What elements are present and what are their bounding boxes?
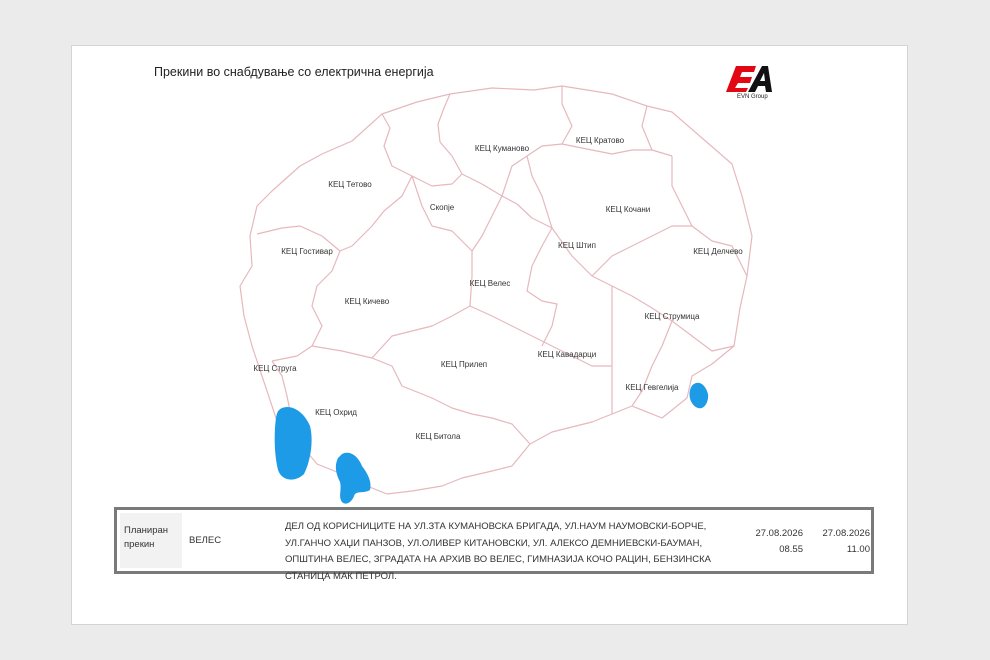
region-label-kochani: КЕЦ Кочани — [605, 205, 651, 214]
outage-end-cell — [820, 526, 870, 558]
region-label-kumanovo: КЕЦ Куманово — [474, 144, 530, 153]
region-label-ohrid: КЕЦ Охрид — [315, 408, 357, 417]
outage-start-date: 27.08.2026 — [755, 528, 803, 539]
outage-start-time: 08.55 — [779, 544, 803, 555]
outage-end-date: 27.08.2026 — [822, 528, 870, 539]
region-label-shtip: КЕЦ Штип — [558, 241, 596, 250]
region-label-gevgelija: КЕЦ Гевгелија — [625, 383, 679, 392]
region-label-kavadarci: КЕЦ Кавадарци — [537, 350, 597, 359]
outage-end-time: 11.00 — [846, 544, 870, 555]
page-title: Прекини во снабдување со електрична енергија — [154, 65, 434, 79]
region-label-delchevo: КЕЦ Делчево — [693, 247, 743, 256]
region-label-prilep: КЕЦ Прилеп — [440, 360, 488, 369]
region-label-skopje: Скопје — [429, 203, 455, 212]
region-label-strumica: КЕЦ Струмица — [644, 312, 700, 321]
evn-group-text: EVN Group — [737, 94, 768, 100]
region-label-gostivar: КЕЦ Гостивар — [281, 247, 333, 256]
region-label-veles: КЕЦ Велес — [469, 279, 511, 288]
region-label-kratovo: КЕЦ Кратово — [575, 136, 625, 145]
outage-description-cell: ДЕЛ ОД КОРИСНИЦИТЕ НА УЛ.ЗТА КУМАНОВСКА БРИГАДА, УЛ.НАУМ НАУМОВСКИ-БОРЧЕ, УЛ.ГАНЧО ХАЏИ ПАНЗОВ, УЛ.ОЛИВЕР КИТАНОВСКИ, УЛ. АЛЕКСО ДЕМНИЕВСКИ-БАУМАН, ОПШТИНА ВЕЛЕС, ЗГРАДАТА НА АРХИВ ВО ВЕЛЕС, ГИМНАЗИЈА КОЧО РАЦИН, БЕНЗИНСКА СТАНИЦА МАК ПЕТРОЛ. — [285, 521, 712, 582]
region-label-bitola: КЕЦ Битола — [415, 432, 461, 441]
outage-notice-row — [114, 507, 874, 582]
outage-map-panel — [71, 45, 908, 625]
outage-type-cell: Планиран прекин — [120, 513, 182, 568]
region-label-tetovo: КЕЦ Тетово — [328, 180, 372, 189]
region-label-struga: КЕЦ Струга — [253, 364, 297, 373]
macedonia-map — [72, 46, 909, 506]
outage-start-cell — [753, 526, 803, 558]
region-label-kichevo: КЕЦ Кичево — [344, 297, 390, 306]
outage-area-cell: ВЕЛЕС — [189, 535, 222, 546]
lake-dojran — [689, 383, 708, 409]
